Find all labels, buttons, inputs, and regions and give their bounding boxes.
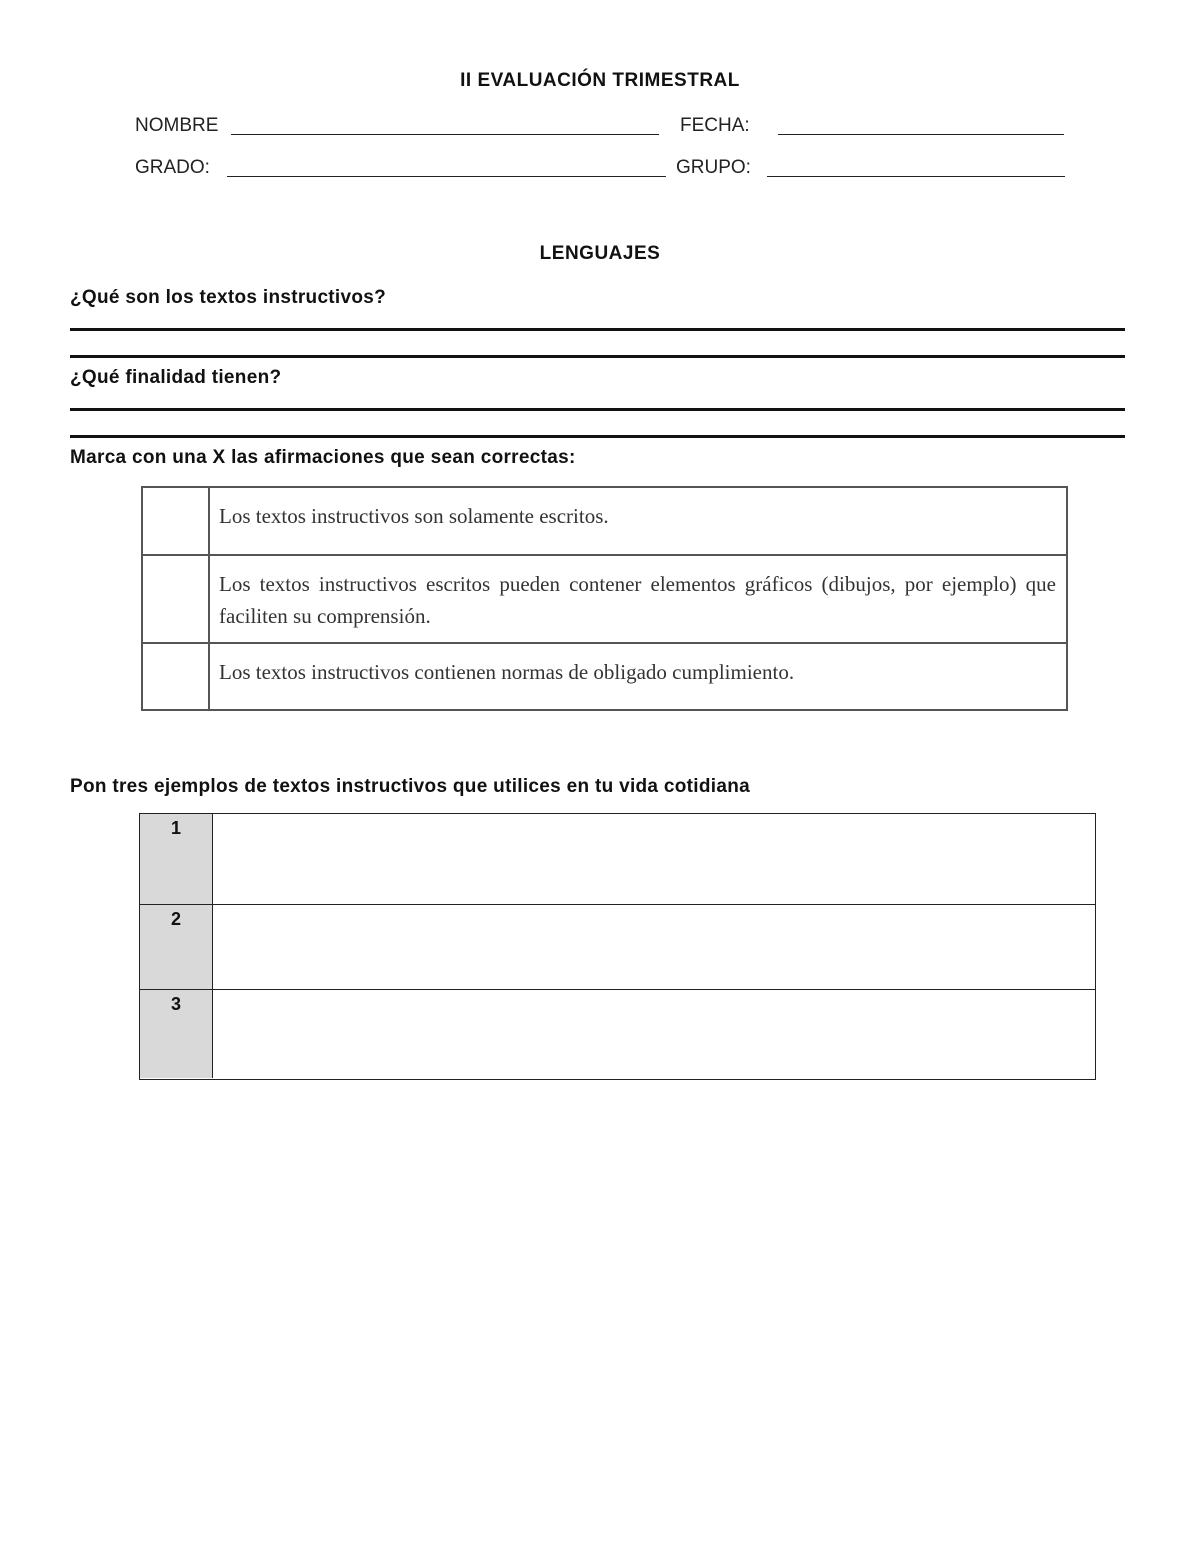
table-row (140, 814, 1095, 905)
statement-text-3: Los textos instructivos contienen normas de obligado cumplimiento. (219, 660, 795, 684)
statement-checkbox-1[interactable] (143, 488, 210, 554)
question-2: ¿Qué finalidad tienen? (70, 367, 282, 388)
answer-line-2a[interactable] (70, 408, 1125, 411)
statements-table (141, 486, 1068, 711)
fecha-field[interactable] (778, 134, 1064, 135)
example-number-3: 3 (140, 990, 213, 1078)
grupo-label: GRUPO: (676, 157, 751, 178)
statement-checkbox-3[interactable] (143, 644, 210, 709)
answer-line-1b[interactable] (70, 355, 1125, 358)
nombre-field[interactable] (231, 134, 659, 135)
statement-checkbox-2[interactable] (143, 556, 210, 642)
example-answer-2[interactable] (213, 905, 1095, 989)
question-3: Marca con una X las afirmaciones que sean correctas: (70, 447, 576, 468)
statement-row (143, 488, 1066, 556)
answer-line-2b[interactable] (70, 435, 1125, 438)
example-number-2: 2 (140, 905, 213, 989)
question-4: Pon tres ejemplos de textos instructivos que utilices en tu vida cotidiana (70, 776, 750, 797)
statement-text-2: Los textos instructivos escritos pueden contener elementos gráficos (dibujos, por ejemplo) que faciliten su comprensión. (219, 572, 1056, 628)
nombre-label: NOMBRE (135, 115, 219, 136)
statement-text-1: Los textos instructivos son solamente escritos. (219, 504, 609, 528)
section-title: LENGUAJES (539, 243, 661, 264)
question-1: ¿Qué son los textos instructivos? (70, 287, 387, 308)
grado-field[interactable] (227, 176, 666, 177)
examples-table (139, 813, 1096, 1080)
grado-label: GRADO: (135, 157, 210, 178)
fecha-label: FECHA: (680, 115, 750, 136)
example-answer-1[interactable] (213, 814, 1095, 904)
grupo-field[interactable] (767, 176, 1065, 177)
example-number-1: 1 (140, 814, 213, 904)
table-row (140, 905, 1095, 990)
answer-line-1a[interactable] (70, 328, 1125, 331)
table-row (140, 990, 1095, 1078)
statement-row (143, 556, 1066, 644)
statement-row (143, 644, 1066, 709)
example-answer-3[interactable] (213, 990, 1095, 1078)
page-title: II EVALUACIÓN TRIMESTRAL (460, 70, 740, 91)
